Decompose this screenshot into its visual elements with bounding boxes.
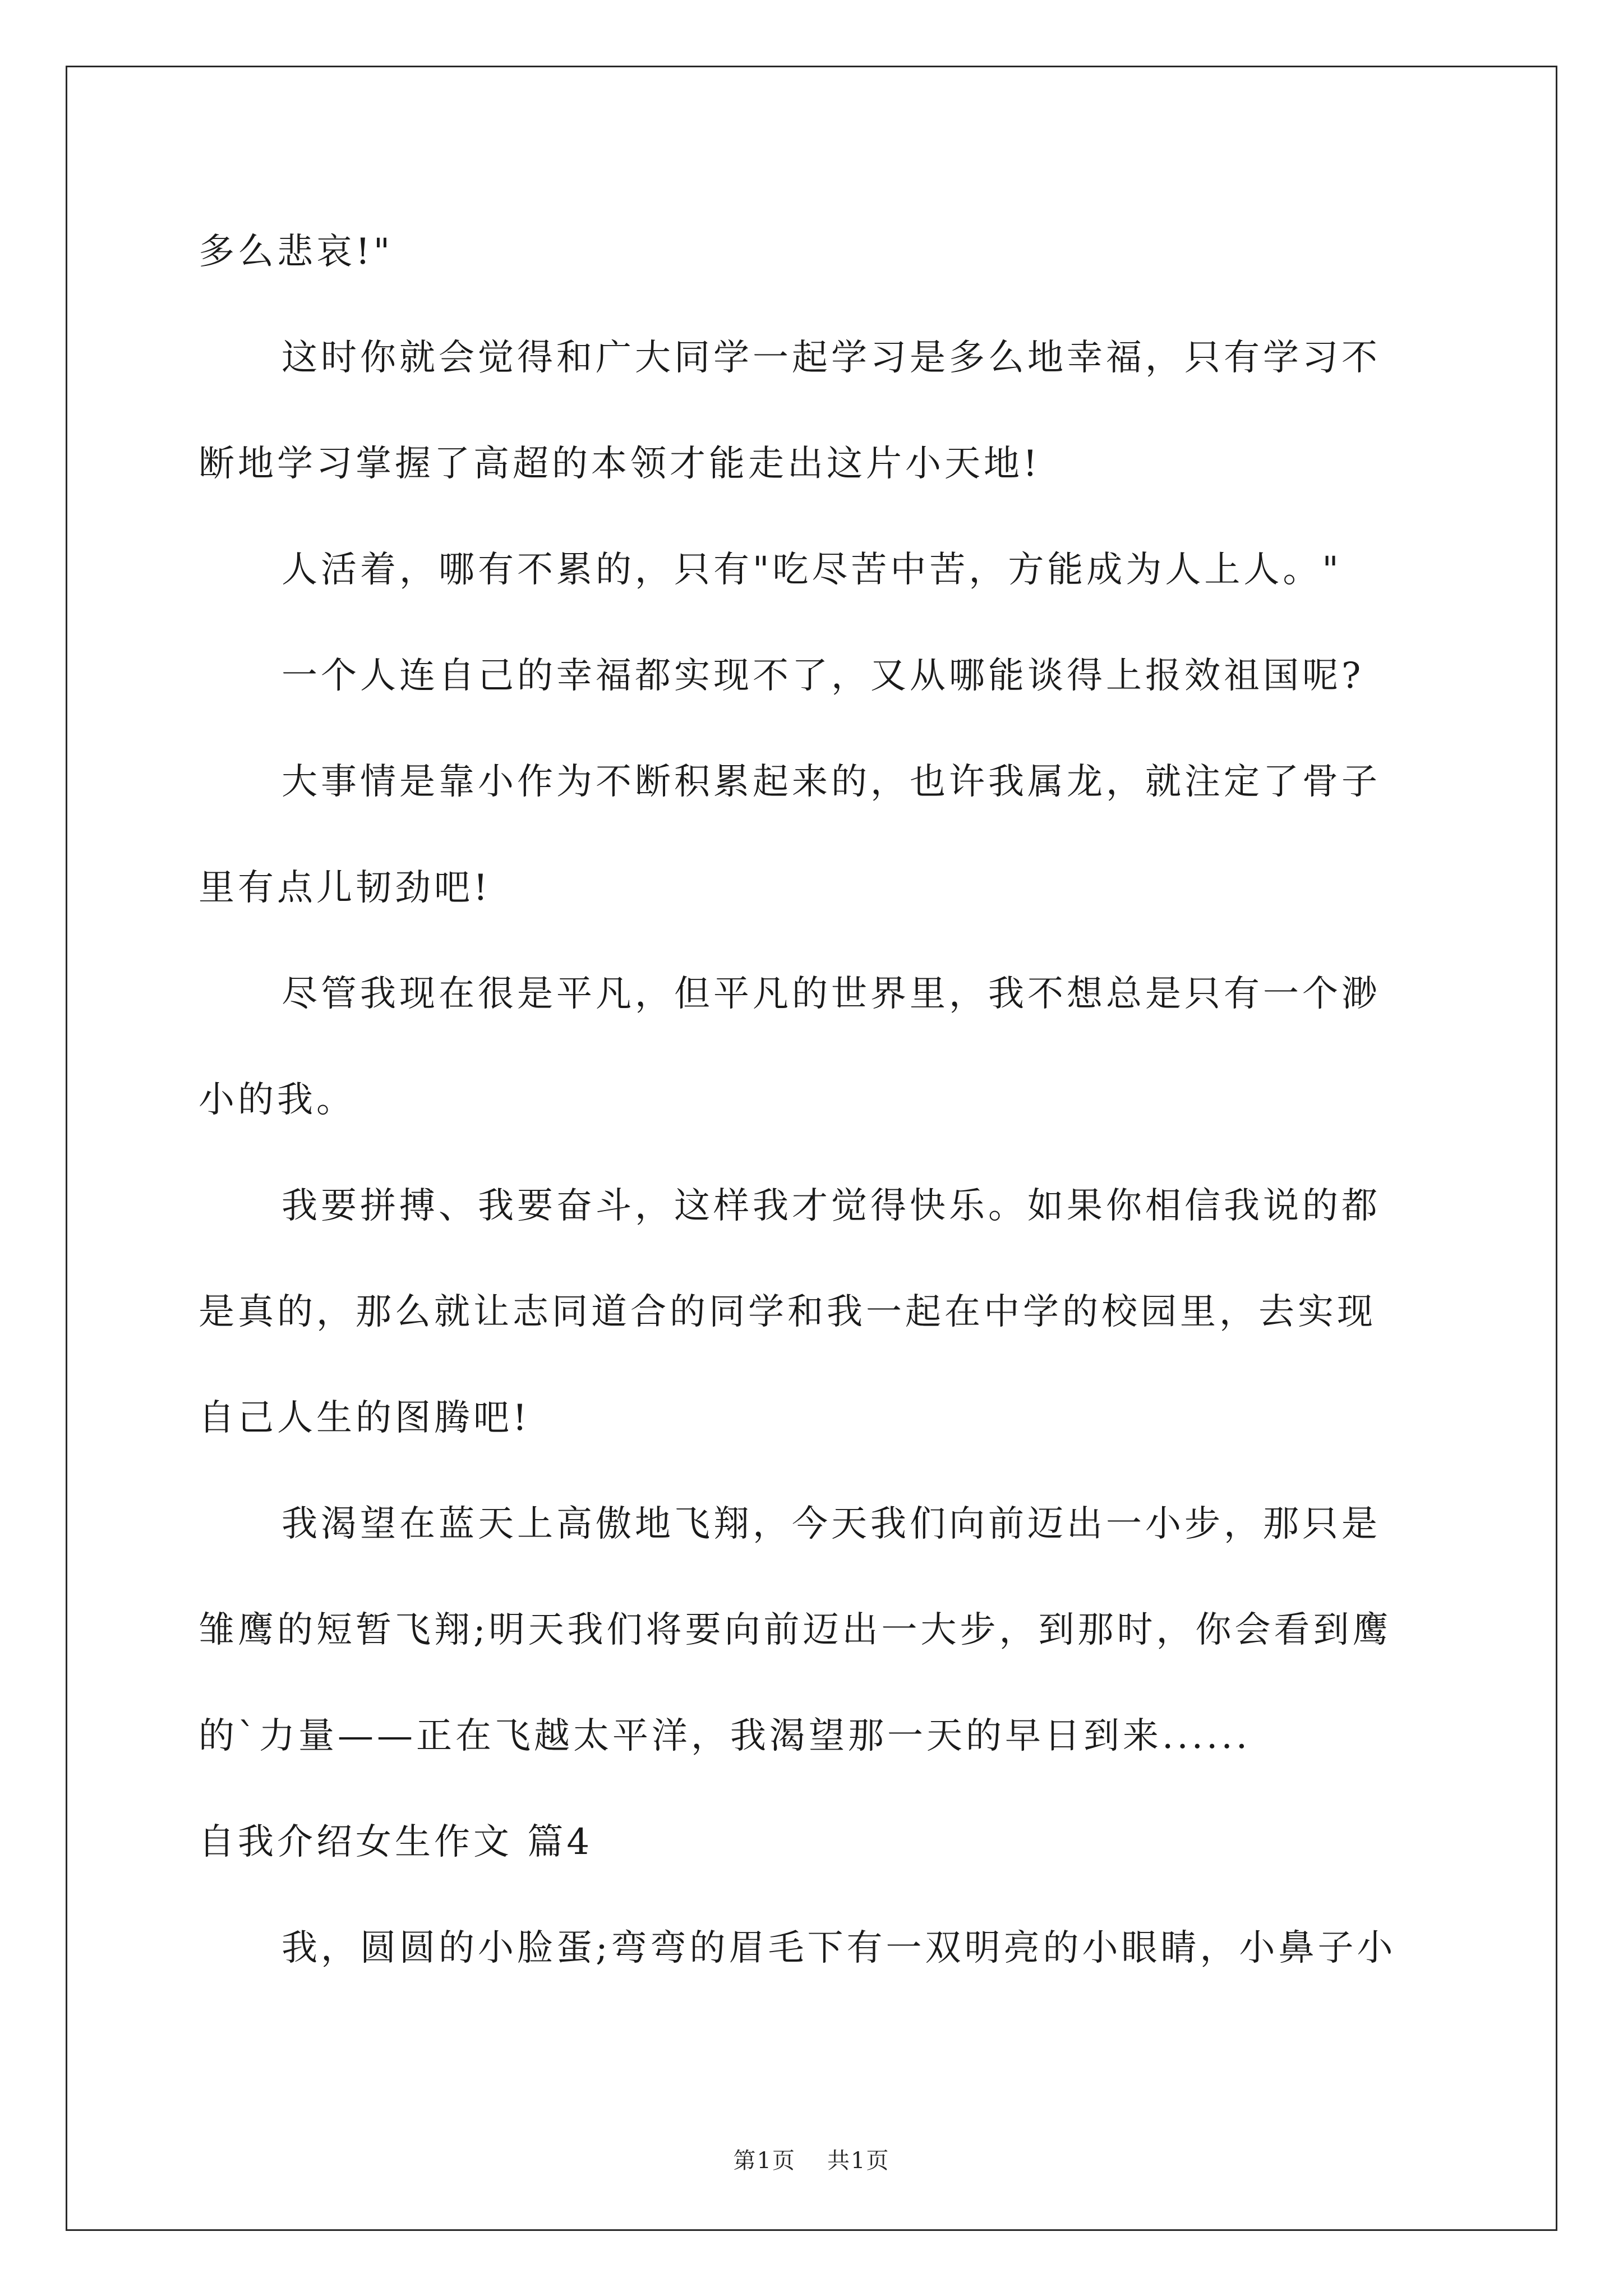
text-line: 的`力量——正在飞越太平洋，我渴望那一天的早日到来...... [199, 1715, 1251, 1757]
text-line: 人活着，哪有不累的，只有"吃尽苦中苦，方能成为人上人。" [282, 549, 1342, 591]
text-line: 一个人连自己的幸福都实现不了，又从哪能谈得上报效祖国呢? [282, 655, 1364, 697]
text-line: 断地学习掌握了高超的本领才能走出这片小天地! [199, 443, 1041, 485]
document-body [199, 199, 1444, 2001]
text-line: 是真的，那么就让志同道合的同学和我一起在中学的校园里，去实现 [199, 1291, 1376, 1333]
text-line: 我要拼搏、我要奋斗，这样我才觉得快乐。如果你相信我说的都 [282, 1185, 1381, 1227]
text-line: 这时你就会觉得和广大同学一起学习是多么地幸福，只有学习不 [282, 337, 1381, 379]
text-line: 尽管我现在很是平凡，但平凡的世界里，我不想总是只有一个渺 [282, 973, 1381, 1015]
text-line: 大事情是靠小作为不断积累起来的，也许我属龙，就注定了骨子 [282, 761, 1381, 803]
page-number: 第1页 [733, 2148, 796, 2174]
text-line: 自己人生的图腾吧! [199, 1397, 531, 1439]
text-line: 里有点儿韧劲吧! [199, 867, 491, 909]
text-line: 多么悲哀!" [199, 231, 394, 273]
page-footer [0, 2144, 1623, 2178]
text-line: 雏鹰的短暂飞翔;明天我们将要向前迈出一大步，到那时，你会看到鹰 [199, 1609, 1392, 1651]
page-total: 共1页 [827, 2148, 890, 2174]
text-line: 我，圆圆的小脸蛋;弯弯的眉毛下有一双明亮的小眼睛，小鼻子小 [282, 1927, 1396, 1969]
text-line: 我渴望在蓝天上高傲地飞翔，今天我们向前迈出一小步，那只是 [282, 1503, 1381, 1545]
text-line: 小的我。 [199, 1079, 356, 1121]
section-heading: 自我介绍女生作文 篇4 [199, 1821, 593, 1863]
